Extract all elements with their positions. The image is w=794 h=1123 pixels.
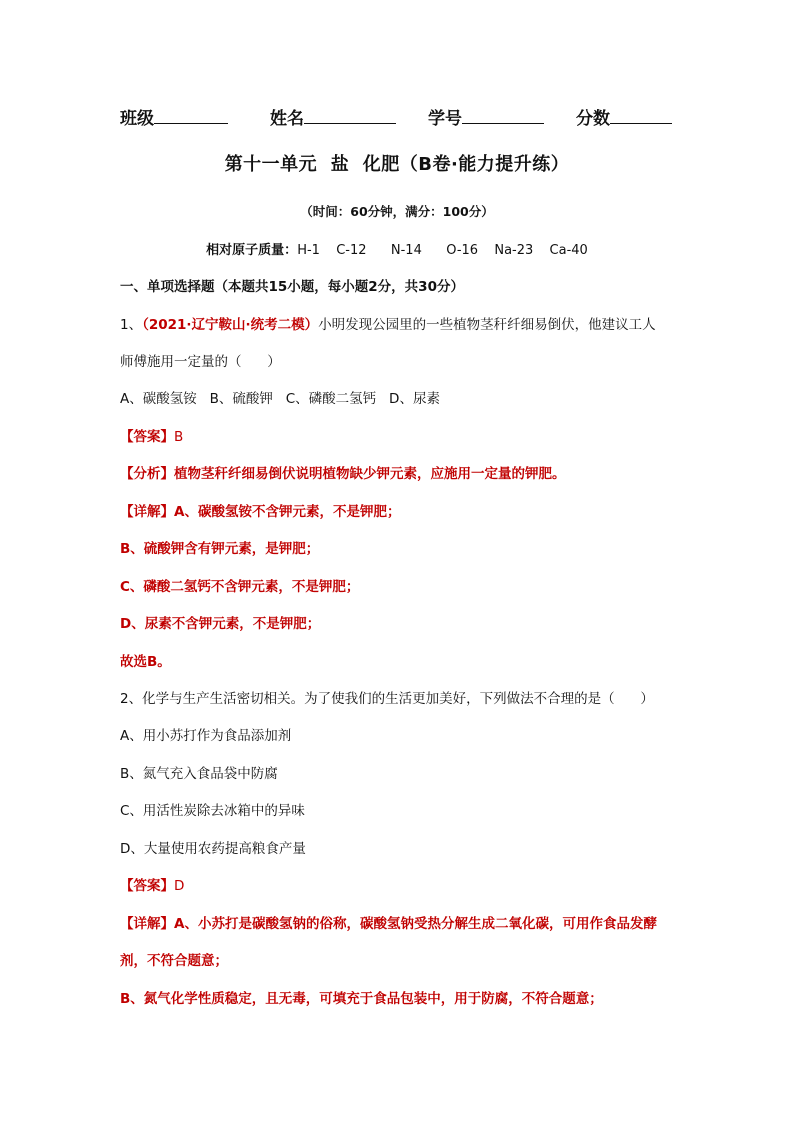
q1-source: （2021·辽宁鞍山·统考二模） bbox=[142, 317, 319, 333]
exam-time-info: （时间：60分钟，满分：100分） bbox=[300, 204, 494, 219]
atomic-mass-line bbox=[0, 239, 794, 258]
q1-detail-b: B、硫酸钾含有钾元素，是钾肥； bbox=[120, 541, 320, 557]
score-blank[interactable] bbox=[610, 107, 672, 124]
q2-detail-label: 【详解】 bbox=[120, 916, 174, 932]
page-title: 第十一单元 盐 化肥（B卷·能力提升练） bbox=[224, 154, 570, 175]
q2-detail-a-part1: A、小苏打是碳酸氢钠的俗称，碳酸氢钠受热分解生成二氧化碳，可用作食品发酵 bbox=[174, 916, 657, 932]
q2-detail-b: B、氮气化学性质稳定，且无毒，可填充于食品包装中，用于防腐，不符合题意； bbox=[120, 991, 603, 1007]
q2-option-b: B、氮气充入食品袋中防腐 bbox=[120, 766, 278, 782]
student-no-label: 学号 bbox=[428, 109, 462, 129]
class-field bbox=[120, 104, 228, 129]
q1-detail-label: 【详解】 bbox=[120, 504, 174, 520]
q1-stem-line2: 师傅施用一定量的（ ） bbox=[120, 354, 281, 370]
name-label: 姓名 bbox=[270, 109, 304, 129]
student-no-blank[interactable] bbox=[462, 107, 544, 124]
class-label: 班级 bbox=[120, 109, 154, 129]
q2-option-a: A、用小苏打作为食品添加剂 bbox=[120, 728, 292, 744]
q2-option-d: D、大量使用农药提高粮食产量 bbox=[120, 841, 306, 857]
atomic-mass-values: H-1 C-12 N-14 O-16 Na-23 Ca-40 bbox=[297, 243, 588, 258]
q2-detail-a-line1 bbox=[120, 914, 694, 934]
q2-option-c: C、用活性炭除去冰箱中的异味 bbox=[120, 803, 305, 819]
class-blank[interactable] bbox=[154, 107, 228, 124]
q2-answer-value: D bbox=[174, 878, 185, 894]
name-blank[interactable] bbox=[304, 107, 396, 124]
q1-detail-c: C、磷酸二氢钙不含钾元素，不是钾肥； bbox=[120, 579, 360, 595]
q1-answer bbox=[120, 427, 694, 447]
q1-detail-a bbox=[120, 502, 694, 522]
q1-stem-line1 bbox=[120, 315, 694, 335]
section-heading: 一、单项选择题（本题共15小题，每小题2分，共30分） bbox=[120, 279, 464, 295]
student-info-header bbox=[120, 104, 680, 129]
q1-analysis-text: 植物茎秆纤细易倒伏说明植物缺少钾元素，应施用一定量的钾肥。 bbox=[174, 466, 566, 482]
atomic-mass-label: 相对原子质量： bbox=[206, 243, 298, 258]
q1-detail-a-text: A、碳酸氢铵不含钾元素，不是钾肥； bbox=[174, 504, 401, 520]
name-field bbox=[270, 104, 396, 129]
q1-options: A、碳酸氢铵 B、硫酸钾 C、磷酸二氢钙 D、尿素 bbox=[120, 391, 440, 407]
score-label: 分数 bbox=[576, 109, 610, 129]
q1-analysis-label: 【分析】 bbox=[120, 466, 174, 482]
q2-detail-a-line2: 剂，不符合题意； bbox=[120, 953, 228, 969]
q2-answer-label: 【答案】 bbox=[120, 878, 174, 894]
q1-stem-part1: 小明发现公园里的一些植物茎秆纤细易倒伏，他建议工人 bbox=[318, 317, 656, 333]
q1-detail-d: D、尿素不含钾元素，不是钾肥； bbox=[120, 616, 321, 632]
student-no-field bbox=[428, 104, 544, 129]
q1-answer-label: 【答案】 bbox=[120, 429, 174, 445]
q2-answer bbox=[120, 876, 694, 896]
q1-answer-value: B bbox=[174, 429, 184, 445]
q1-number: 1、 bbox=[120, 317, 143, 333]
q1-conclusion: 故选B。 bbox=[120, 654, 171, 670]
q2-stem: 2、化学与生产生活密切相关。为了使我们的生活更加美好，下列做法不合理的是（ ） bbox=[120, 691, 654, 707]
q1-analysis bbox=[120, 464, 694, 484]
score-field bbox=[576, 104, 672, 129]
